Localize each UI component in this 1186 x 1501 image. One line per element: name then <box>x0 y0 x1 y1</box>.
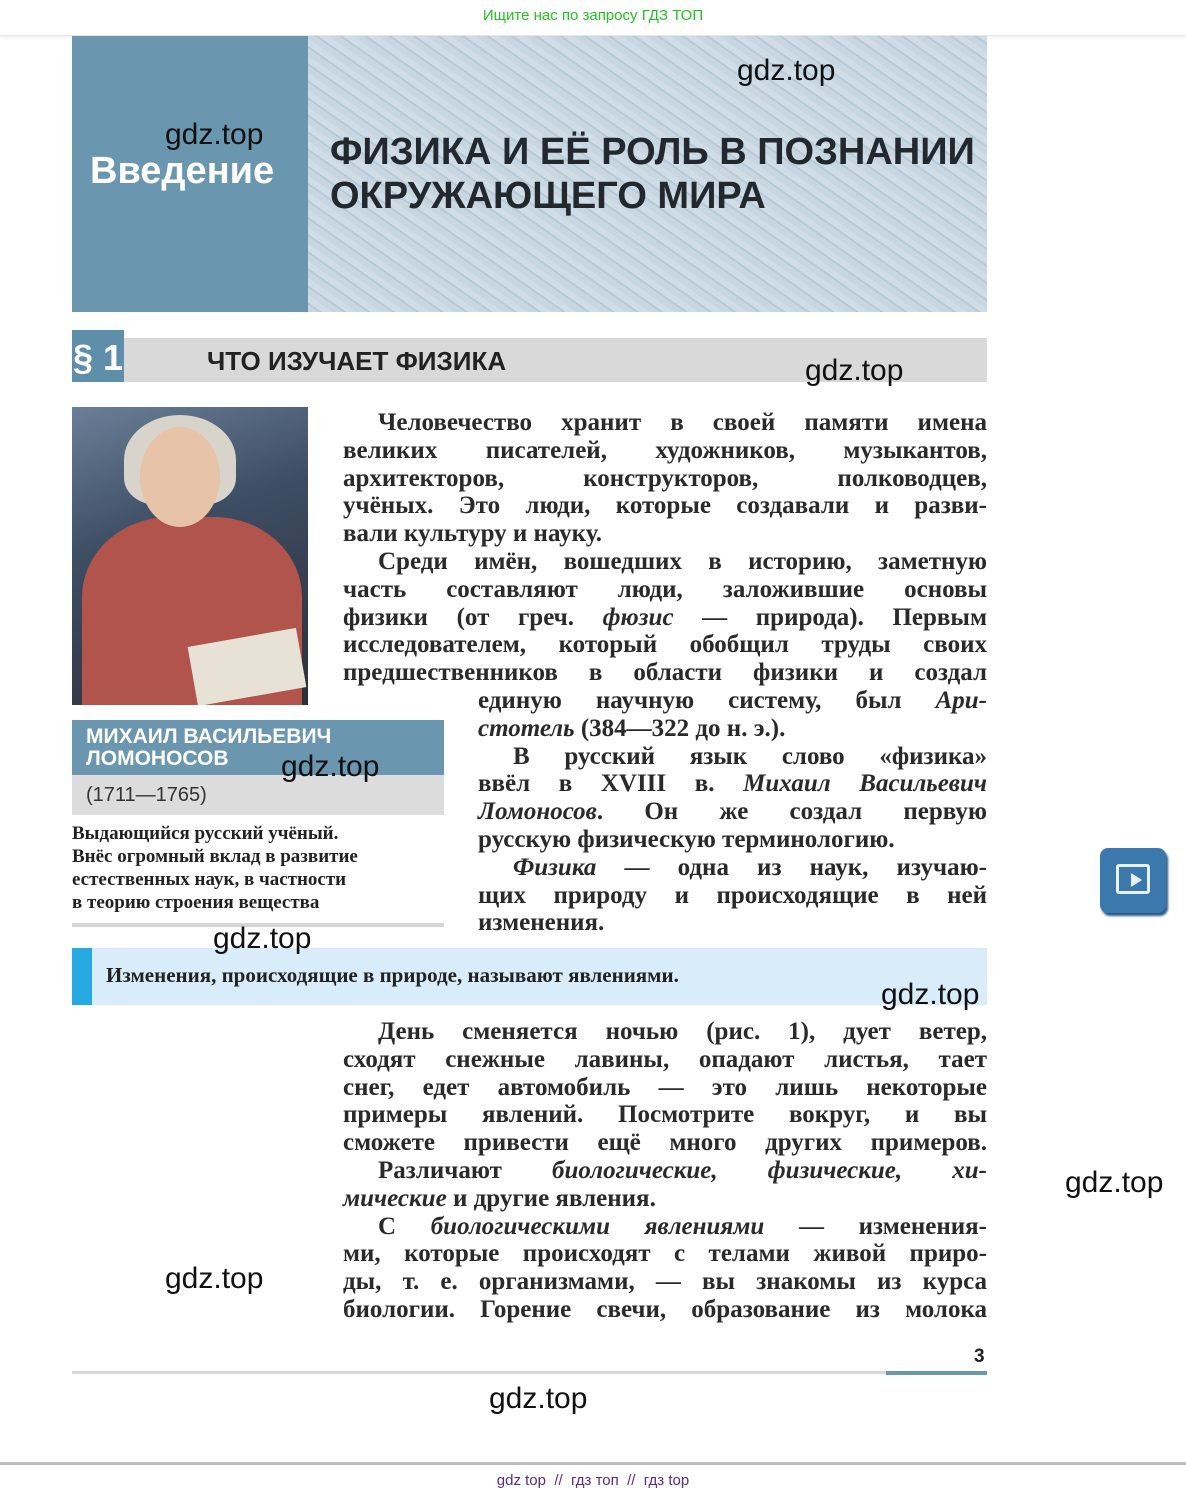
text-line <box>343 1046 987 1074</box>
text-line <box>478 687 987 715</box>
watermark: gdz.top <box>881 978 980 1011</box>
definition-accent-bar <box>72 948 92 1005</box>
text-line <box>343 576 987 604</box>
text-segment: В русский язык слово «физика» <box>513 742 987 770</box>
italic-term: мические <box>343 1184 447 1212</box>
text-line <box>478 798 987 826</box>
text-segment: Среди имён, вошедших в историю, заметную <box>378 547 987 575</box>
text-line <box>478 909 987 937</box>
footer-links: gdz top // гдз топ // гдз top <box>496 1472 690 1489</box>
text-segment: физики (от греч. <box>343 603 603 631</box>
text-segment: предшественников в области физики и создал <box>343 659 987 687</box>
text-line <box>478 743 987 771</box>
text-line <box>343 1185 987 1213</box>
text-segment: — изменения- <box>764 1212 987 1240</box>
watermark: gdz.top <box>489 1382 588 1415</box>
text-segment: исследователем, который обобщил труды своих <box>343 631 987 659</box>
text-segment: русскую физическую терминологию. <box>478 825 895 853</box>
text-segment: единую научную систему, был <box>478 687 936 714</box>
text-line <box>343 631 987 659</box>
body-text-1 <box>343 409 987 687</box>
page-footer-accent <box>886 1371 987 1375</box>
text-segment: архитекторов, конструкторов, полководцев, <box>343 464 987 492</box>
text-segment: изменения. <box>478 909 605 937</box>
caption-line: Выдающийся русский учёный. <box>72 823 339 844</box>
text-segment: сходят снежные лавины, опадают листья, тает <box>343 1045 987 1073</box>
text-segment: . Он же создал первую <box>596 798 987 826</box>
text-segment: — природа). Первым <box>673 603 987 631</box>
scientist-dates: (1711—1765) <box>72 775 444 815</box>
text-line <box>343 492 987 520</box>
italic-term: фюзис <box>602 603 674 631</box>
text-line <box>343 1129 987 1157</box>
text-segment: Человечество хранит в своей памяти имена <box>378 409 987 436</box>
text-segment: и другие явления. <box>446 1184 656 1212</box>
text-line <box>343 1101 987 1129</box>
text-line <box>343 1074 987 1102</box>
video-play-button[interactable] <box>1100 848 1166 913</box>
text-line <box>343 604 987 632</box>
text-segment: Различают <box>378 1156 553 1184</box>
text-line <box>343 1018 987 1046</box>
video-play-icon <box>1116 864 1150 894</box>
text-line <box>478 770 987 798</box>
text-segment: вали культуру и науку. <box>343 520 602 548</box>
text-segment: часть составляют люди, заложившие основы <box>343 575 987 603</box>
italic-term: Михаил Васильевич <box>743 770 987 798</box>
text-segment: снег, едет автомобиль — это лишь некоторые <box>343 1073 987 1101</box>
body-text-2 <box>478 687 987 937</box>
text-line <box>343 1240 987 1268</box>
top-banner: Ищите нас по запросу ГДЗ ТОП <box>0 0 1186 36</box>
text-segment: — одна из наук, изучаю- <box>596 853 987 881</box>
text-line <box>343 437 987 465</box>
caption-line: естественных наук, в частности <box>72 869 347 890</box>
definition-text: Изменения, происходящие в природе, называют явлениями. <box>106 963 679 987</box>
caption-line: в теорию строения вещества <box>72 892 320 913</box>
lomonosov-portrait <box>72 407 308 705</box>
text-segment: биологии. Горение свечи, образование из молока <box>343 1295 987 1323</box>
text-line <box>478 715 987 743</box>
watermark: gdz.top <box>165 118 264 151</box>
text-line <box>343 1296 987 1324</box>
text-line <box>343 1213 987 1241</box>
watermark: gdz.top <box>281 750 380 783</box>
italic-term: биологические, физические, хи- <box>552 1156 987 1184</box>
text-line <box>478 826 987 854</box>
name-line: МИХАИЛ ВАСИЛЬЕВИЧ <box>86 725 332 748</box>
text-line <box>343 465 987 493</box>
text-line <box>343 548 987 576</box>
text-line <box>478 882 987 910</box>
text-segment: (384—322 до н. э.). <box>574 714 786 742</box>
italic-term: Ломоносов <box>478 798 597 826</box>
chapter-title-line: ФИЗИКА И ЕЁ РОЛЬ В ПОЗНАНИИ <box>330 131 975 173</box>
italic-term: стотель <box>478 714 575 742</box>
watermark: gdz.top <box>213 922 312 955</box>
italic-term: биологическими явлениями <box>430 1212 765 1240</box>
section-title: ЧТО ИЗУЧАЕТ ФИЗИКА <box>207 346 507 376</box>
watermark: gdz.top <box>805 354 904 387</box>
body-text-3 <box>343 1018 987 1324</box>
text-segment: щих природу и происходящие в ней <box>478 881 987 909</box>
watermark: gdz.top <box>1065 1166 1164 1199</box>
watermark: gdz.top <box>737 54 836 87</box>
text-line <box>343 1157 987 1185</box>
italic-term: Физика <box>513 853 597 881</box>
text-segment: великих писателей, художников, музыкантов, <box>343 436 987 464</box>
section-number: § 1 <box>72 330 124 382</box>
text-segment: С <box>378 1212 431 1240</box>
text-segment: учёных. Это люди, которые создавали и разви- <box>343 492 987 520</box>
portrait-caption <box>72 822 444 914</box>
text-segment: сможете привести ещё много других примеров. <box>343 1129 987 1157</box>
text-line <box>343 409 987 437</box>
scientist-name <box>72 720 444 775</box>
text-line <box>343 659 987 687</box>
page-number: 3 <box>974 1346 985 1367</box>
caption-line: Внёс огромный вклад в развитие <box>72 846 358 867</box>
text-line <box>343 520 987 548</box>
text-segment: ввёл в XVIII в. <box>478 770 744 798</box>
intro-label: Введение <box>90 150 275 192</box>
chapter-title-line: ОКРУЖАЮЩЕГО МИРА <box>330 175 766 217</box>
chapter-title <box>330 130 975 218</box>
text-segment: ми, которые происходят с телами живой приро- <box>343 1240 987 1268</box>
italic-term: Ари- <box>935 687 987 714</box>
text-line <box>478 854 987 882</box>
text-line <box>343 1268 987 1296</box>
page-footer-line <box>72 1371 987 1374</box>
watermark: gdz.top <box>165 1262 264 1295</box>
bottom-divider <box>0 1462 1186 1465</box>
text-segment: ды, т. е. организмами, — вы знакомы из курса <box>343 1268 987 1296</box>
text-segment: примеры явлений. Посмотрите вокруг, и вы <box>343 1101 987 1129</box>
text-segment: День сменяется ночью (рис. 1), дует ветер, <box>378 1018 987 1045</box>
name-line: ЛОМОНОСОВ <box>86 747 229 770</box>
